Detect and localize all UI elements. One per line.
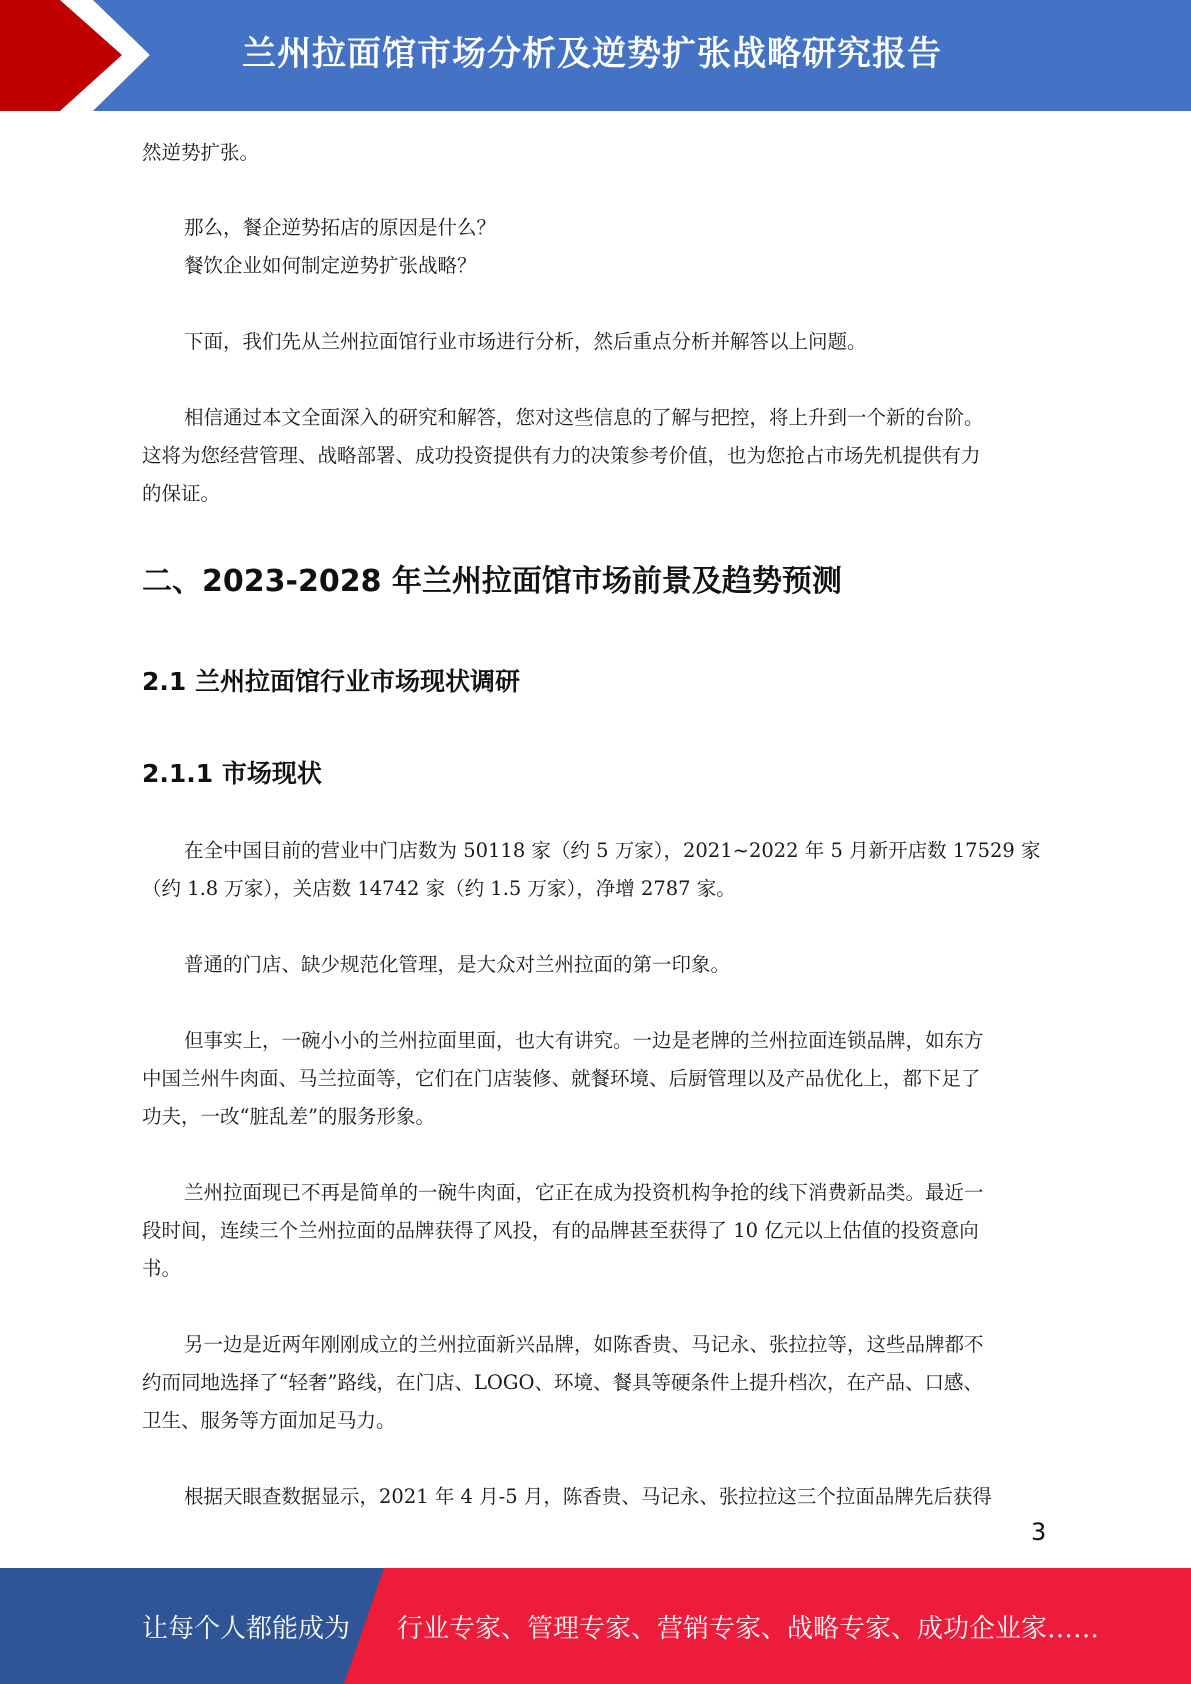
- page-footer: [0, 1568, 1191, 1684]
- subsection-heading: 2.1 兰州拉面馆行业市场现状调研: [142, 667, 520, 696]
- footer-slogan-right: 行业专家、管理专家、营销专家、战略专家、成功企业家……: [397, 1614, 1100, 1644]
- paragraph-intro: 下面，我们先从兰州拉面馆行业市场进行分析，然后重点分析并解答以上问题。: [184, 330, 867, 353]
- page-header: [0, 0, 1191, 111]
- paragraph-new-brands-line-3: 卫生、服务等方面加足马力。: [142, 1409, 396, 1432]
- paragraph-value-line-3: 的保证。: [142, 482, 221, 505]
- report-title: 兰州拉面馆市场分析及逆势扩张战略研究报告: [242, 34, 942, 74]
- paragraph-investment-line-3: 书。: [142, 1257, 182, 1280]
- paragraph-brands-line-2: 中国兰州牛肉面、马兰拉面等，它们在门店装修、就餐环境、后厨管理以及产品优化上，都下足了: [142, 1067, 981, 1090]
- paragraph-investment-line-1: 兰州拉面现已不再是简单的一碗牛肉面，它正在成为投资机构争抢的线下消费新品类。最近一: [184, 1181, 984, 1204]
- paragraph-continuation: 然逆势扩张。: [142, 141, 260, 164]
- paragraph-value-line-1: 相信通过本文全面深入的研究和解答，您对这些信息的了解与把控，将上升到一个新的台阶。: [184, 406, 984, 429]
- subsubsection-heading: 2.1.1 市场现状: [142, 759, 322, 788]
- question-2: 餐饮企业如何制定逆势扩张战略？: [184, 254, 477, 277]
- paragraph-funding: 根据天眼查数据显示，2021 年 4 月-5 月，陈香贵、马记永、张拉拉这三个拉面品牌先后获得: [184, 1485, 992, 1508]
- section-heading: 二、2023-2028 年兰州拉面馆市场前景及趋势预测: [142, 564, 842, 599]
- paragraph-new-brands-line-1: 另一边是近两年刚刚成立的兰州拉面新兴品牌，如陈香贵、马记永、张拉拉等，这些品牌都不: [184, 1333, 984, 1356]
- paragraph-investment-line-2: 段时间，连续三个兰州拉面的品牌获得了风投，有的品牌甚至获得了 10 亿元以上估值的投资意向: [142, 1219, 979, 1242]
- page-number: 3: [1031, 1518, 1047, 1546]
- paragraph-value-line-2: 这将为您经营管理、战略部署、成功投资提供有力的决策参考价值，也为您抢占市场先机提供有力: [142, 444, 981, 467]
- question-1: 那么，餐企逆势拓店的原因是什么？: [184, 216, 497, 239]
- footer-slogan-left: 让每个人都能成为: [142, 1614, 351, 1644]
- paragraph-new-brands-line-2: 约而同地选择了“轻奢”路线，在门店、LOGO、环境、餐具等硬条件上提升档次，在产品、口感、: [142, 1371, 983, 1394]
- paragraph-brands-line-3: 功夫，一改“脏乱差”的服务形象。: [142, 1105, 435, 1128]
- paragraph-stats-line-1: 在全中国目前的营业中门店数为 50118 家（约 5 万家），2021~2022 年 5 月新开店数 17529 家: [184, 839, 1041, 862]
- paragraph-brands-line-1: 但事实上，一碗小小的兰州拉面里面，也大有讲究。一边是老牌的兰州拉面连锁品牌，如东方: [184, 1029, 984, 1052]
- paragraph-impression: 普通的门店、缺少规范化管理，是大众对兰州拉面的第一印象。: [184, 953, 731, 976]
- paragraph-stats-line-2: （约 1.8 万家），关店数 14742 家（约 1.5 万家），净增 2787 家。: [142, 877, 736, 900]
